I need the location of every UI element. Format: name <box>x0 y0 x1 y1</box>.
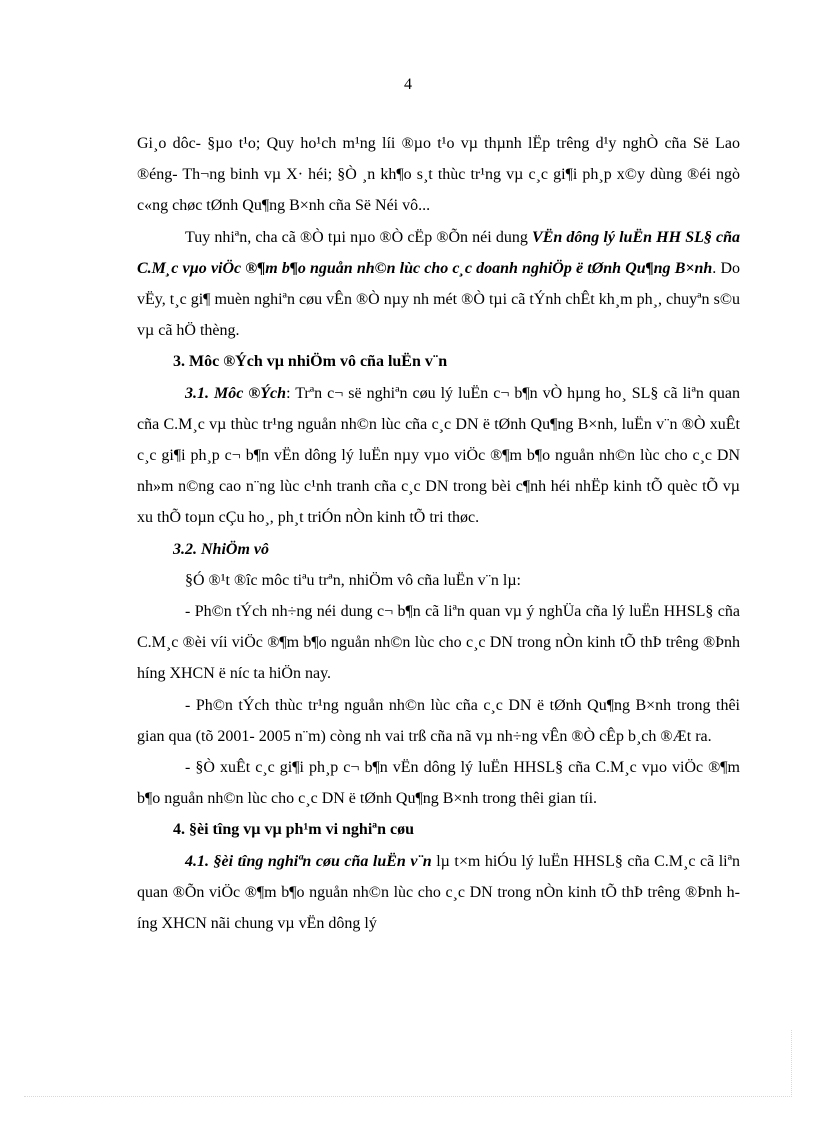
heading-section-4: 4. §èi tîng vµ vµ ph¹m vi nghiªn cøu <box>173 821 414 839</box>
paragraph-2-text-c: . Do vËy, t¸c gi¶ muèn nghiªn cøu vÊn ®Ò nµy nh mét ®Ò tµi cã tÝnh chÊt kh¸m ph¸, chuyªn s©u vµ cã hÖ thèng. <box>137 259 741 340</box>
paragraph-4: §Ó ®¹t ®îc môc tiªu trªn, nhiÖm vô cña luËn v¨n lµ: <box>185 571 521 589</box>
paragraph-2-thesis-title: VËn dông lý luËn HH SL§ cña C.M¸c vµo viÖc ®¶m b¶o nguån nh©n lùc cho c¸c doanh nghiÖp ë tØnh Qu¶ng B×nh <box>137 228 741 277</box>
page-border-bottom <box>24 1096 792 1097</box>
paragraph-8 <box>137 846 740 940</box>
paragraph-1: Gi¸o dôc- §µo t¹o; Quy ho¹ch m¹ng líi ®µo t¹o vµ thµnh lËp trêng d¹y nghÒ cña Së Lao ®éng- Th¬ng binh vµ X· héi; §Ò ¸n kh¶o s¸t thùc tr¹ng vµ c¸c gi¶i ph¸p x©y dùng ®éi ngò c«ng chøc tØnh Qu¶ng B×nh cña Së Néi vô... <box>137 135 740 215</box>
heading-section-3: 3. Môc ®Ých vµ nhiÖm vô cña luËn v¨n <box>173 353 448 371</box>
subheading-4-1: 4.1. §èi tîng nghiªn cøu cña luËn v¨n <box>185 852 432 870</box>
paragraph-2 <box>137 222 740 347</box>
paragraph-7: - §Ò xuÊt c¸c gi¶i ph¸p c¬ b¶n vËn dông lý luËn HHSL§ cña C.M¸c vµo viÖc ®¶m b¶o nguån nh©n lùc cho c¸c DN ë tØnh Qu¶ng B×nh trong thêi gian tíi. <box>137 759 740 808</box>
paragraph-6: - Ph©n tÝch thùc tr¹ng nguån nh©n lùc cña c¸c DN ë tØnh Qu¶ng B×nh trong thêi gian qua (tõ 2001- 2005 n¨m) còng nh vai trß cña nã vµ nh÷ng vÊn ®Ò cÊp b¸ch ®Æt ra. <box>137 696 740 745</box>
paragraph-2-text-a: Tuy nhiªn, cha cã ®Ò tµi nµo ®Ò cËp ®Õn néi dung <box>185 228 533 246</box>
document-body <box>137 128 740 939</box>
paragraph-3 <box>137 378 740 534</box>
page-border-right <box>791 1030 792 1097</box>
paragraph-3-text: : Trªn c¬ së nghiªn cøu lý luËn c¬ b¶n vÒ hµng ho¸ SL§ cã liªn quan cña C.M¸c vµ thùc tr¹ng nguån nh©n lùc cña c¸c DN ë tØnh Qu¶ng B×nh, luËn v¨n ®Ò xuÊt c¸c gi¶i ph¸p c¬ b¶n vËn dông lý luËn nµy vµo viÖc ®¶m b¶o nguån nh©n lùc cho c¸c DN nh»m n©ng cao n¨ng lùc c¹nh tranh cña c¸c DN trong bèi c¶nh héi nhËp kinh tÕ quèc tÕ vµ xu thÕ toµn cÇu ho¸, ph¸t triÓn nÒn kinh tÕ tri thøc. <box>137 384 740 527</box>
page-number: 4 <box>404 76 412 93</box>
subheading-3-2: 3.2. NhiÖm vô <box>173 540 269 558</box>
subheading-3-1: 3.1. Môc ®Ých <box>185 384 287 402</box>
paragraph-8-text: lµ t×m hiÓu lý luËn HHSL§ cña C.M¸c cã liªn quan ®Õn viÖc ®¶m b¶o nguån nh©n lùc cho c¸c DN trong nÒn kinh tÕ thÞ trêng ®Þnh híng XHCN nãi chung vµ vËn dông lý <box>137 852 741 933</box>
paragraph-5: - Ph©n tÝch nh÷ng néi dung c¬ b¶n cã liªn quan vµ ý nghÜa cña lý luËn HHSL§ cña C.M¸c ®èi víi viÖc ®¶m b¶o nguån nh©n lùc cho c¸c DN trong nÒn kinh tÕ thÞ trêng ®Þnh híng XHCN ë níc ta hiÖn nay. <box>137 603 740 683</box>
